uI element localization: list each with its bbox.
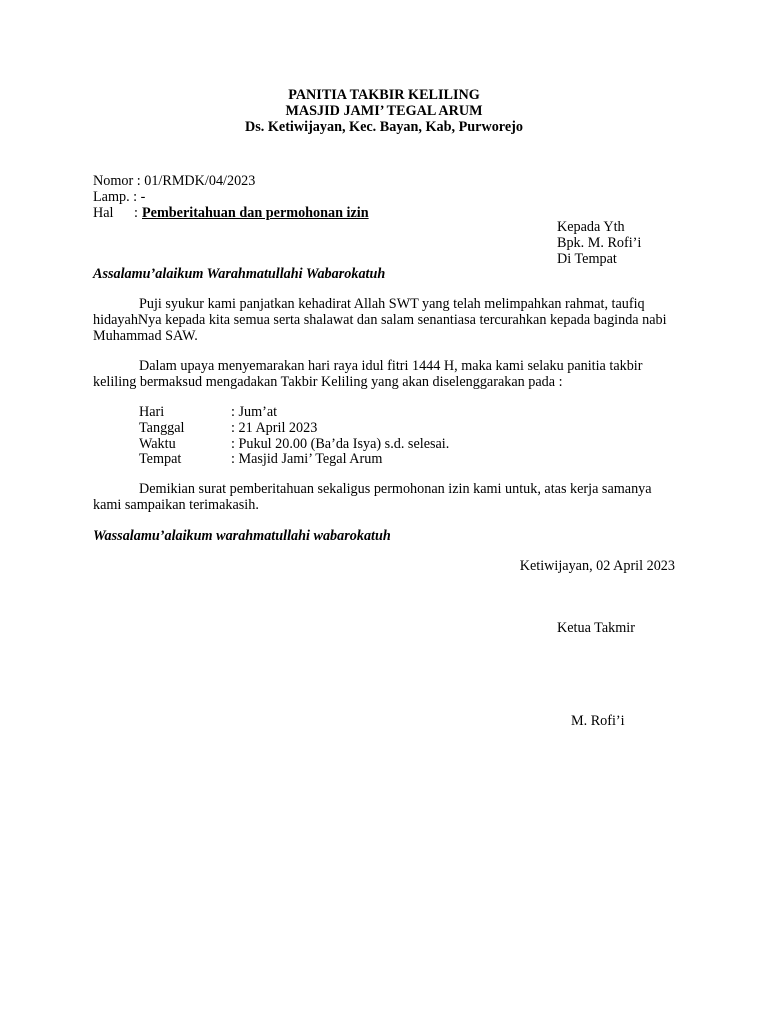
- detail-value-time: : Pukul 20.00 (Ba’da Isya) s.d. selesai.: [231, 436, 450, 452]
- paragraph-closing: [93, 481, 673, 513]
- paragraph-purpose: [93, 358, 673, 390]
- detail-value-date: : 21 April 2023: [231, 420, 318, 436]
- closing-greeting: Wassalamu’alaikum warahmatullahi wabarokatuh: [93, 528, 391, 544]
- letter-attachment: Lamp. : -: [93, 189, 146, 205]
- letter-number: Nomor : 01/RMDK/04/2023: [93, 173, 256, 189]
- letter-subject: Pemberitahuan dan permohonan izin: [142, 205, 369, 221]
- header-address: Ds. Ketiwijayan, Kec. Bayan, Kab, Purworejo: [245, 119, 523, 135]
- paragraph-line: hidayahNya kepada kita semua serta shalawat dan salam senantiasa tercurahkan kepada baginda nabi: [93, 312, 667, 328]
- letter-date: Ketiwijayan, 02 April 2023: [519, 558, 675, 574]
- header-organization: PANITIA TAKBIR KELILING: [288, 87, 480, 103]
- letter-subject-colon: :: [134, 205, 138, 221]
- letter-subject-label: Hal: [93, 205, 114, 221]
- letter-header: [0, 87, 768, 135]
- detail-value-place: : Masjid Jami’ Tegal Arum: [231, 451, 383, 467]
- detail-value-day: : Jum’at: [231, 404, 278, 420]
- paragraph-line: Muhammad SAW.: [93, 328, 198, 344]
- header-mosque: MASJID JAMI’ TEGAL ARUM: [285, 103, 483, 119]
- paragraph-line: Dalam upaya menyemarakan hari raya idul fitri 1444 H, maka kami selaku panitia takbir: [139, 358, 643, 374]
- paragraph-opening: [93, 296, 673, 344]
- paragraph-line: Puji syukur kami panjatkan kehadirat Allah SWT yang telah melimpahkan rahmat, taufiq: [139, 296, 645, 312]
- recipient-place: Di Tempat: [557, 251, 617, 267]
- detail-label-place: Tempat: [139, 451, 182, 467]
- recipient-name: Bpk. M. Rofi’i: [557, 235, 642, 251]
- signatory-title: Ketua Takmir: [557, 620, 635, 636]
- paragraph-line: Demikian surat pemberitahuan sekaligus permohonan izin kami untuk, atas kerja samanya: [139, 481, 652, 497]
- detail-label-day: Hari: [139, 404, 165, 420]
- detail-label-time: Waktu: [139, 436, 176, 452]
- opening-greeting: Assalamu’alaikum Warahmatullahi Wabarokatuh: [93, 266, 386, 282]
- paragraph-line: kami sampaikan terimakasih.: [93, 497, 259, 513]
- recipient-salutation: Kepada Yth: [557, 219, 625, 235]
- detail-label-date: Tanggal: [139, 420, 185, 436]
- paragraph-line: keliling bermaksud mengadakan Takbir Keliling yang akan diselenggarakan pada :: [93, 374, 563, 390]
- signatory-name: M. Rofi’i: [571, 713, 625, 729]
